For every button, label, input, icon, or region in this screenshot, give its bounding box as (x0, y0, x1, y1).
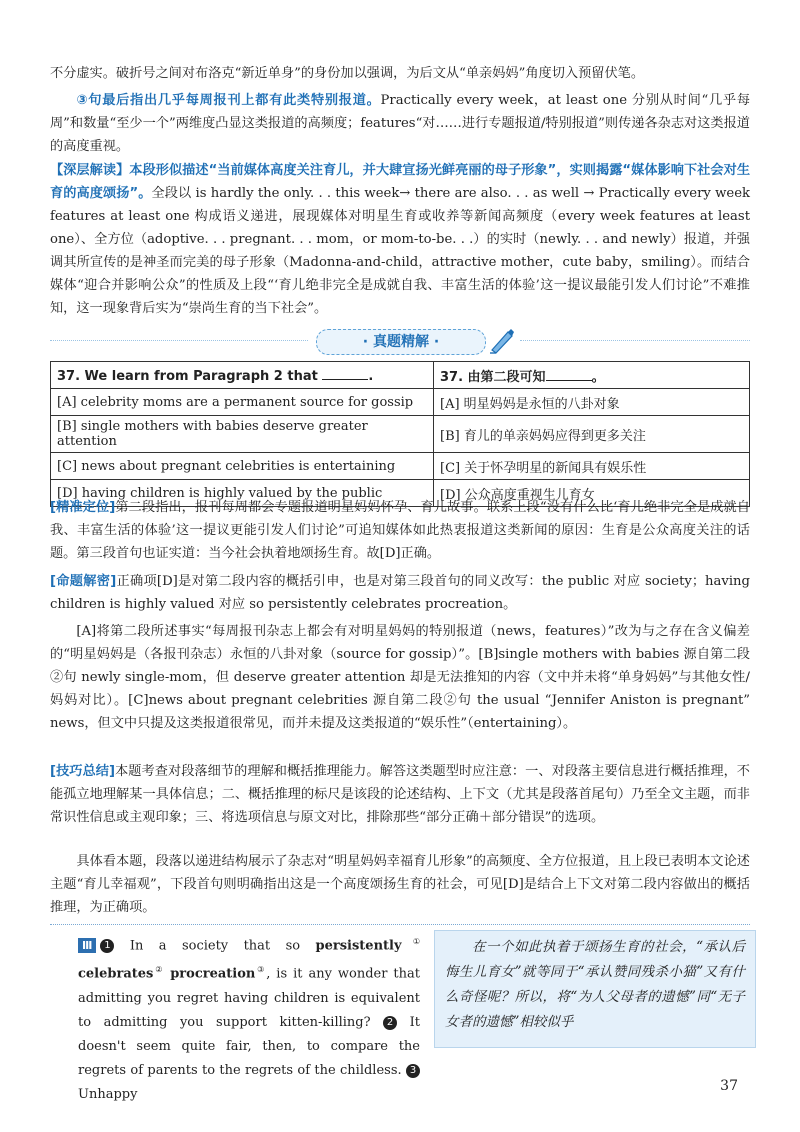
question-stem-en (51, 362, 434, 389)
deep-reading-tag: 【深层解读】 (50, 163, 130, 178)
deep-reading-highlight: 本段形似描述“当前媒体高度关注育儿，并大肆宣扬光鲜亮丽的母子形象”，实则揭露“媒体影响下社会对生育的高度颂扬”。 (50, 163, 751, 201)
option-d-cn: [D] 公众高度重视生儿育女 (434, 480, 750, 507)
intro-highlight: ③句最后指出几乎每周报刊上都有此类特别报道。 (76, 93, 381, 108)
question-stem-cn-end: 。 (591, 369, 605, 385)
sentence-number-3: 3 (406, 1064, 420, 1078)
option-row-a (51, 389, 750, 416)
intro-line-text: 不分虚实。破折号之间对布洛克“新近单身”的身份加以强调，为后文从“单亲妈妈”角度切入预留伏笔。 (50, 66, 645, 81)
vocab-mark-2: ② (153, 965, 165, 975)
precise-locate-tag: [精准定位] (50, 500, 116, 515)
question-stem-en-end: . (368, 368, 374, 384)
vocab-persistently: persistently (315, 938, 402, 954)
banner-dotted-rule-right (520, 340, 750, 341)
section-separator (50, 924, 750, 925)
precise-locate-text: 第二段指出，报刊每周都会专题报道明星妈妈怀孕、育儿故事。联系上段“没有什么比‘育儿绝非完全是成就自我、丰富生活的体验’这一提议更能引发人们讨论”可追知媒体如此热衷报道这类新闻的原因：生育是公众高度关注的话题。第三段首句也证实道：当今社会执着地颂扬生育。故[D]正确。 (50, 500, 750, 561)
banner-dotted-rule-left (50, 340, 308, 341)
specific-text: 具体看本题，段落以递进结构展示了杂志对“明星妈妈幸福育儿形象”的高频度、全方位报道，且上段已表明本文论述主题“育儿幸福观”，下段首句则明确指出这是一个高度颂扬生育的社会，可见[D]是结合上下文对第二段内容做出的概括推理，为正确项。 (50, 854, 750, 915)
option-a-en: [A] celebrity moms are a permanent source for gossip (51, 389, 434, 416)
option-b-en: [B] single mothers with babies deserve greater attention (51, 416, 434, 453)
intro-line (50, 62, 750, 85)
passage-sentence-1a: In a society that so (129, 938, 301, 954)
specific-paragraph (50, 850, 750, 919)
vocab-procreation: procreation (170, 966, 256, 982)
passage-sentence-1b: , is it any wonder that admitting you regret having children is equivalent to admitting you support kitten-killing? (78, 966, 421, 1030)
option-d-en: [D] having children is highly valued by the public (51, 480, 434, 507)
answer-blank-cn (546, 368, 592, 381)
sentence-number-2: 2 (383, 1016, 397, 1030)
translation-box: 在一个如此执着于颂扬生育的社会，“承认后悔生儿育女”就等同于“承认赞同残杀小猫”又有什么奇怪呢？所以，将“为人父母者的遗憾”同“无子女者的遗憾”相较似乎 (434, 930, 756, 1048)
wrong-options-text: [A]将第二段所述事实“每周报刊杂志上都会有对明星妈妈的特别报道（news，features）”改为与之存在含义偏差的“明星妈妈是（各报刊杂志）永恒的八卦对象（source for gossip）”。[B]single mothers with babies 源自第二段②句 newly single-mom，但 deserve greater attention 却是无法推知的内容（文中并未将“单身妈妈”与其他女性/妈妈对比）。[C]news about pregnant celebrities 源自第二段②句 the usual “Jennifer Aniston is pregnant” news，但文中只提及这类报道很常见，而并未提及这类报道的“娱乐性”（entertaining）。 (50, 624, 750, 731)
option-row-c (51, 453, 750, 480)
option-b-cn: [B] 育儿的单亲妈妈应得到更多关注 (434, 416, 750, 453)
option-c-cn: [C] 关于怀孕明星的新闻具有娱乐性 (434, 453, 750, 480)
deep-reading-text: 全段以 is hardly the only. . . this week→ there are also. . . as well → Practically every week features at least one 构成语义递进，展现媒体对明星生育或收养等新闻高频度（every week features at least one）、全方位（adoptive. . . pregnant. . . mom，or mom-to-be. . .）的实时（newly. . . and newly）报道，并强调其所宣传的是神圣而完美的母子形象（Madonna-and-child，attractive mother，cute baby，smiling）。而结合媒体“迎合并影响公众”的性质及上段“‘育儿绝非完全是成就自我、丰富生活的体验’这一提议最能引发人们讨论”不难推知，这一现象背后实为“崇尚生育的当下社会”。 (50, 186, 750, 316)
option-row-b (51, 416, 750, 453)
passage-sentence-2: It doesn't seem quite fair, then, to compare the regrets of parents to the regrets of the childless. (78, 1014, 420, 1078)
skill-summary-paragraph (50, 760, 750, 829)
passage-sentence-3: Unhappy (78, 1086, 138, 1102)
option-a-cn: [A] 明星妈妈是永恒的八卦对象 (434, 389, 750, 416)
deep-reading-paragraph (50, 159, 750, 320)
question-table (50, 361, 750, 507)
question-header-row (51, 362, 750, 389)
page-number: 37 (720, 1078, 738, 1094)
paragraph-number-badge: Ⅲ (78, 938, 96, 953)
passage-english (78, 930, 420, 1107)
vocab-mark-1: ① (401, 937, 420, 946)
vocab-mark-3: ③ (255, 965, 267, 975)
question-stem-en-text: 37. We learn from Paragraph 2 that (57, 368, 318, 384)
question-stem-cn-text: 37. 由第二段可知 (440, 369, 546, 385)
wrong-options-paragraph (50, 620, 750, 735)
question-stem-cn (434, 362, 750, 389)
section-banner: · 真题精解 · (316, 329, 486, 355)
intro-paragraph-2 (50, 89, 750, 158)
pen-icon (488, 326, 516, 354)
decode-text: 正确项[D]是对第二段内容的概括引申，也是对第三段首句的同义改写：the public 对应 society；having children is highly valued 对应 so persistently celebrates procreation。 (50, 574, 750, 612)
decode-tag: [命题解密] (50, 574, 117, 589)
precise-locate-paragraph (50, 496, 750, 565)
decode-paragraph (50, 570, 750, 616)
vocab-celebrates: celebrates (78, 966, 154, 982)
skill-summary-text: 本题考查对段落细节的理解和概括推理能力。解答这类题型时应注意：一、对段落主要信息进行概括推理，不能孤立地理解某一具体信息；二、概括推理的标尺是该段的论述结构、上下文（尤其是段落首尾句）乃至全文主题，而非常识性信息或主观印象；三、将选项信息与原文对比，排除那些“部分正确＋部分错误”的选项。 (50, 764, 750, 825)
intro-paragraph-2-text: Practically every week，at least one 分别从时间“几乎每周”和数量“至少一个”两维度凸显这类报道的高频度；features“对……进行专题报道/特别报道”则传递各杂志对这类报道的高度重视。 (50, 93, 751, 154)
answer-blank-en (322, 367, 368, 380)
skill-summary-tag: [技巧总结] (50, 764, 116, 779)
sentence-number-1: 1 (100, 939, 114, 953)
option-c-en: [C] news about pregnant celebrities is entertaining (51, 453, 434, 480)
